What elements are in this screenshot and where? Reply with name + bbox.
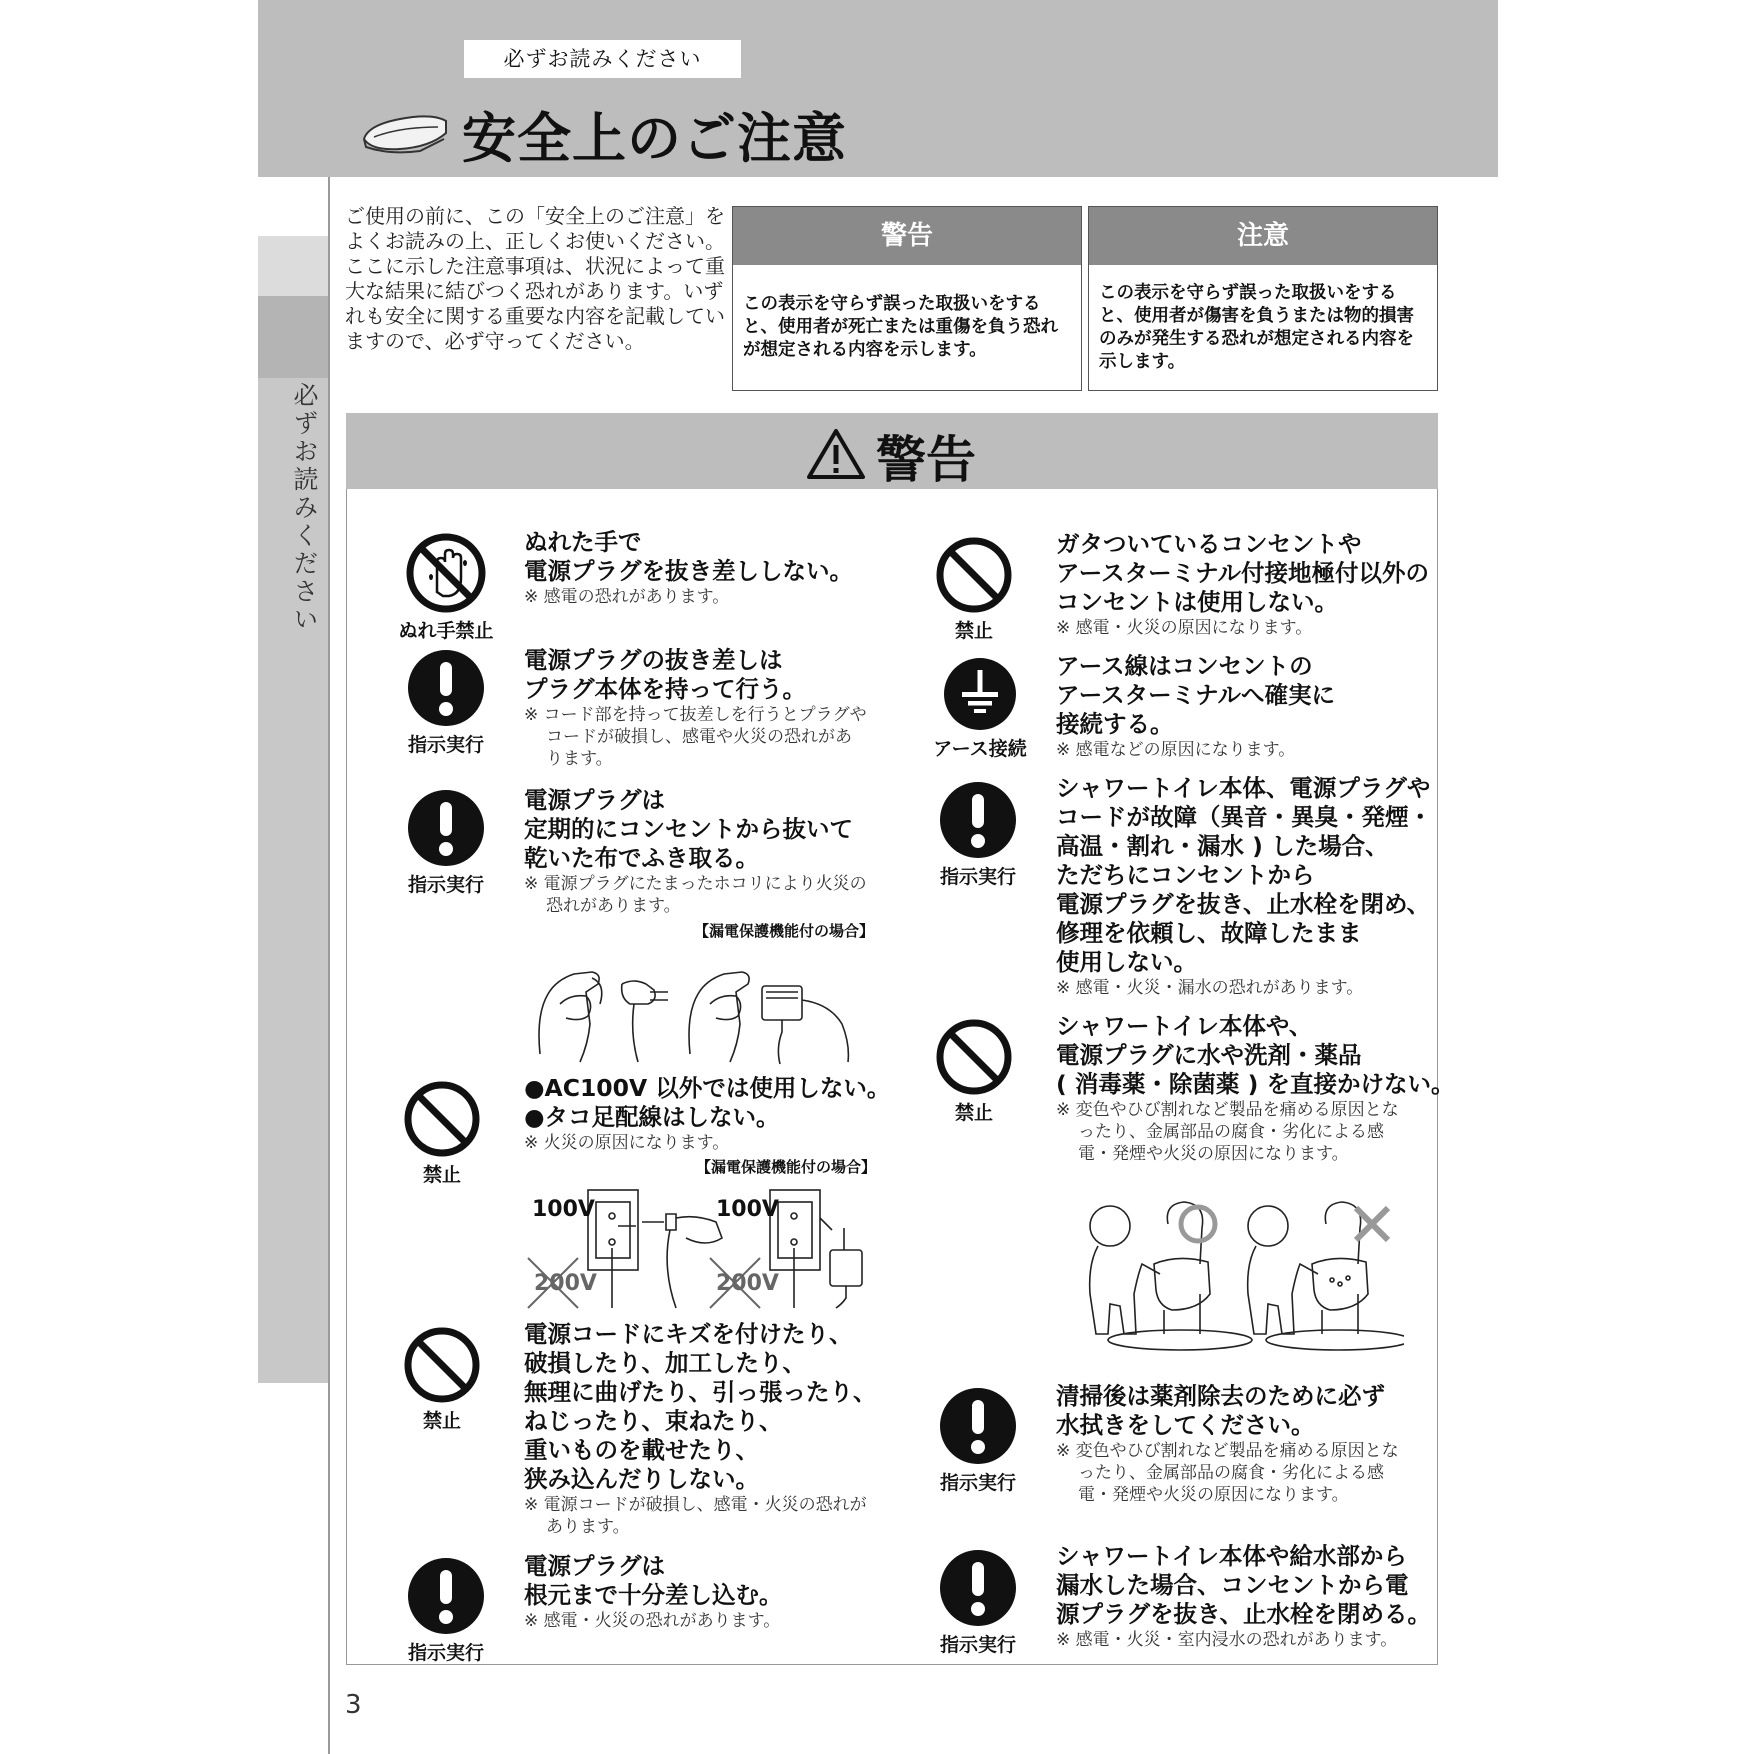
item-line: ねじったり、束ねたり、 — [524, 1407, 783, 1435]
side-label: 必ずお読みください — [290, 382, 319, 634]
mandatory-action-mark — [396, 788, 496, 897]
warning-item-left-4 — [524, 1074, 890, 1154]
earth-ground-icon — [942, 656, 1018, 732]
read-first-tag: 必ずお読みください — [464, 40, 741, 78]
item-line: アース線はコンセントの — [1056, 652, 1313, 680]
item-note: ※ 電源プラグにたまったホコリにより火災の恐れがあります。 — [524, 874, 867, 916]
item-line: 修理を依頼し、故障したまま — [1056, 919, 1362, 947]
item-line: 漏水した場合、コンセントから電 — [1056, 1571, 1409, 1599]
item-line: 定期的にコンセントから抜いて — [524, 815, 853, 843]
item-line: 破損したり、加工したり、 — [524, 1349, 806, 1377]
side-rule — [328, 177, 330, 1754]
item-note: ※ 感電・火災の恐れがあります。 — [524, 1611, 781, 1631]
mark-label: 指示実行 — [939, 1472, 1016, 1494]
warning-item-right-2 — [1056, 652, 1335, 761]
item-line: シャワートイレ本体、電源プラグや — [1056, 774, 1431, 802]
item-line: 重いものを載せたり、 — [524, 1436, 759, 1464]
item-line: ぬれた手で — [524, 528, 642, 556]
item-line: 電源コードにキズを付けたり、 — [524, 1320, 853, 1348]
warning-item-right-4 — [1056, 1012, 1455, 1165]
exclamation-icon — [406, 648, 486, 728]
item-line: 電源プラグを抜き差ししない。 — [524, 557, 853, 585]
item-note: ※ コード部を持って抜差しを行うとプラグやコードが破損し、感電や火災の恐れがあります。 — [524, 705, 867, 769]
item-line: 電源プラグは — [524, 1552, 665, 1580]
item-note: ※ 電源コードが破損し、感電・火災の恐れがあります。 — [524, 1495, 867, 1537]
mark-label: 指示実行 — [939, 866, 1016, 888]
item-note: ※ 変色やひび割れなど製品を痛める原因となったり、金属部品の腐食・劣化による感電・発煙や火災の原因になります。 — [1056, 1441, 1399, 1505]
mandatory-action-mark — [928, 1386, 1028, 1495]
mark-label: 指示実行 — [939, 1634, 1016, 1656]
exclamation-icon — [938, 1386, 1018, 1466]
warning-item-right-3 — [1056, 774, 1432, 999]
warning-item-left-2 — [524, 646, 868, 770]
voltage-ok-label: 100V — [716, 1197, 779, 1222]
item-line: ●AC100V 以外では使用しない。 — [524, 1074, 891, 1102]
exclamation-icon — [406, 1556, 486, 1636]
item-line: 狭み込んだりしない。 — [524, 1465, 759, 1493]
item-line: ガタついているコンセントや — [1056, 530, 1362, 558]
warning-item-right-1 — [1056, 530, 1429, 639]
warning-section-title: 警告 — [876, 431, 976, 489]
item-line: アースターミナル付接地極付以外の — [1056, 559, 1429, 587]
item-line: 高温・割れ・漏水 ) した場合、 — [1056, 832, 1389, 860]
mandatory-action-mark — [928, 780, 1028, 889]
page-title: 安全上のご注意 — [462, 107, 847, 170]
case-label-leakage: 【漏電保護機能付の場合】 — [694, 922, 875, 940]
item-line: 電源プラグに水や洗剤・薬品 — [1056, 1041, 1362, 1069]
item-line: ただちにコンセントから — [1056, 861, 1315, 889]
warning-triangle-icon — [806, 428, 866, 480]
page-number: 3 — [345, 1690, 362, 1720]
wet-hands-prohibited-mark — [396, 532, 496, 643]
mark-label: 禁止 — [422, 1164, 461, 1186]
intro-text: ご使用の前に、この「安全上のご注意」をよくお読みの上、正しくお使いください。ここに示した注意事項は、状況によって重大な結果に結びつく恐れがあります。いずれも安全に関する重要な内容を記載していますので、必ず守ってください。 — [345, 204, 725, 353]
exclamation-icon — [938, 1548, 1018, 1628]
item-line: 源プラグを抜き、止水栓を閉める。 — [1056, 1600, 1432, 1628]
item-line: 使用しない。 — [1056, 948, 1197, 976]
prohibited-mark — [392, 1080, 492, 1187]
item-line: ●タコ足配線はしない。 — [524, 1103, 780, 1131]
prohibited-icon — [935, 1018, 1013, 1096]
mark-label: 指示実行 — [407, 874, 484, 896]
item-note: ※ 変色やひび割れなど製品を痛める原因となったり、金属部品の腐食・劣化による感電・発煙や火災の原因になります。 — [1056, 1100, 1399, 1164]
item-line: コードが故障（異音・異臭・発煙・ — [1056, 803, 1432, 831]
toilet-seat-icon — [360, 103, 450, 159]
item-note: ※ 感電・火災の原因になります。 — [1056, 618, 1313, 638]
item-line: コンセントは使用しない。 — [1056, 588, 1338, 616]
prohibited-icon — [935, 536, 1013, 614]
warning-item-left-1 — [524, 528, 853, 608]
prohibited-mark — [924, 1018, 1024, 1125]
prohibited-mark — [392, 1326, 492, 1433]
wiping-plug-illustration — [530, 944, 870, 1066]
prohibited-icon — [403, 1326, 481, 1404]
mark-label: 指示実行 — [407, 734, 484, 756]
item-line: 接続する。 — [1056, 710, 1174, 738]
prohibited-mark — [924, 536, 1024, 643]
warning-definition-text: この表示を守らず誤った取扱いをすると、使用者が死亡または重傷を負う恐れが想定される内容を示します。 — [743, 294, 1058, 360]
voltage-ng-label: 200V — [716, 1271, 779, 1296]
warning-item-left-5 — [524, 1320, 877, 1538]
case-label-leakage: 【漏電保護機能付の場合】 — [696, 1158, 877, 1176]
warning-item-left-6 — [524, 1552, 783, 1632]
item-line: 根元まで十分差し込む。 — [524, 1581, 783, 1609]
item-line: 電源プラグを抜き、止水栓を閉め、 — [1056, 890, 1431, 918]
earth-connection-mark — [930, 656, 1030, 761]
caution-definition-text: この表示を守らず誤った取扱いをすると、使用者が傷害を負うまたは物的損害のみが発生する恐れが想定される内容を示します。 — [1099, 282, 1414, 372]
item-note: ※ 火災の原因になります。 — [524, 1133, 730, 1153]
item-note: ※ 感電などの原因になります。 — [1056, 740, 1296, 760]
prohibited-icon — [403, 1080, 481, 1158]
exclamation-icon — [938, 780, 1018, 860]
warning-definition-box — [732, 206, 1082, 391]
mark-label: 禁止 — [422, 1410, 461, 1432]
item-line: ( 消毒薬・除菌薬 ) を直接かけない。 — [1056, 1070, 1455, 1098]
item-line: 電源プラグの抜き差しは — [524, 646, 783, 674]
item-note: ※ 感電・火災・漏水の恐れがあります。 — [1056, 978, 1364, 998]
voltage-ok-label: 100V — [532, 1197, 595, 1222]
item-line: 電源プラグは — [524, 786, 665, 814]
mark-label: アース接続 — [933, 738, 1027, 760]
warning-item-left-3 — [524, 786, 868, 917]
item-line: アースターミナルへ確実に — [1056, 681, 1335, 709]
warning-item-right-5 — [1056, 1382, 1408, 1506]
wet-hands-prohibited-icon — [405, 532, 487, 614]
caution-definition-label: 注意 — [1089, 207, 1437, 265]
mark-label: 禁止 — [954, 1102, 993, 1124]
cleaning-toilet-illustration — [1068, 1194, 1404, 1354]
item-note: ※ 感電・火災・室内浸水の恐れがあります。 — [1056, 1630, 1398, 1650]
warning-definition-label: 警告 — [733, 207, 1081, 265]
warning-item-right-6 — [1056, 1542, 1431, 1651]
mandatory-action-mark — [396, 1556, 496, 1665]
item-line: 清掃後は薬剤除去のために必ず — [1056, 1382, 1385, 1410]
mandatory-action-mark — [396, 648, 496, 757]
item-line: 乾いた布でふき取る。 — [524, 844, 759, 872]
item-line: プラグ本体を持って行う。 — [524, 675, 806, 703]
item-line: 水拭きをしてください。 — [1056, 1411, 1315, 1439]
voltage-ng-label: 200V — [534, 1271, 597, 1296]
mandatory-action-mark — [928, 1548, 1028, 1657]
mark-label: 禁止 — [954, 620, 993, 642]
item-note: ※ 感電の恐れがあります。 — [524, 587, 730, 607]
item-line: シャワートイレ本体や、 — [1056, 1012, 1313, 1040]
item-line: 無理に曲げたり、引っ張ったり、 — [524, 1378, 877, 1406]
voltage-outlet-illustration — [526, 1178, 876, 1310]
item-line: シャワートイレ本体や給水部から — [1056, 1542, 1407, 1570]
exclamation-icon — [406, 788, 486, 868]
mark-label: ぬれ手禁止 — [398, 620, 494, 642]
mark-label: 指示実行 — [407, 1642, 484, 1664]
caution-definition-box — [1088, 206, 1438, 391]
